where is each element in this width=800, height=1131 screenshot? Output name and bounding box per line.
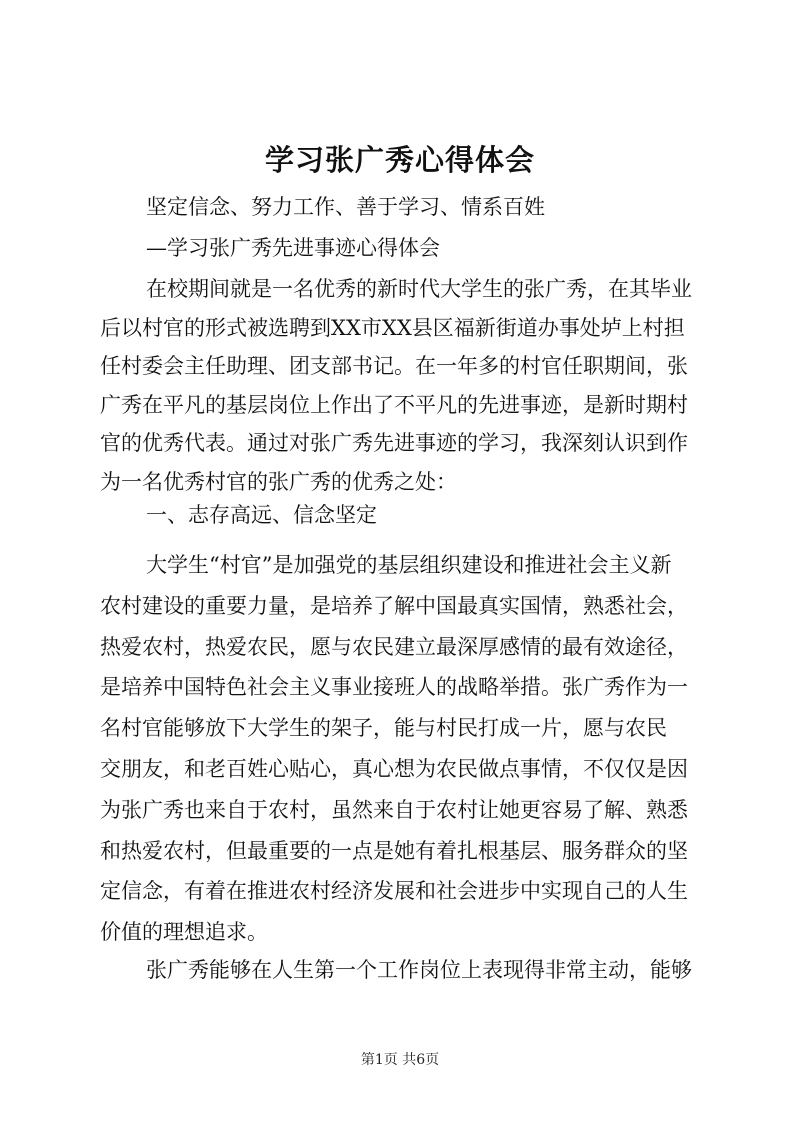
- paragraph-2-line: 和热爱农村，但最重要的一点是她有着扎根基层、服务群众的坚: [100, 838, 688, 863]
- subtitle-line-2: —学习张广秀先进事迹心得体会: [146, 236, 440, 260]
- document-title: 学习张广秀心得体会: [264, 143, 535, 177]
- paragraph-3-first-line: 张广秀能够在人生第一个工作岗位上表现得非常主动，能够: [146, 958, 692, 982]
- paragraph-2-line: 是培养中国特色社会主义事业接班人的战略举措。张广秀作为一: [100, 675, 688, 700]
- paragraph-1-line: 广秀在平凡的基层岗位上作出了不平凡的先进事迹，是新时期村: [100, 392, 688, 417]
- paragraph-2-line: 定信念，有着在推进农村经济发展和社会进步中实现自己的人生: [100, 879, 688, 904]
- paragraph-1: [100, 270, 710, 501]
- paragraph-2-line: 为张广秀也来自于农村，虽然来自于农村让她更容易了解、熟悉: [100, 797, 688, 822]
- paragraph-2-line: 价值的理想追求。: [100, 920, 268, 945]
- paragraph-2-line: 热爱农村，热爱农民，愿与农民建立最深厚感情的最有效途径，: [100, 634, 688, 659]
- paragraph-1-line: 后以村官的形式被选聘到XX市XX县区福新街道办事处垆上村担: [100, 315, 685, 340]
- paragraph-2-line: 名村官能够放下大学生的架子，能与村民打成一片，愿与农民: [100, 716, 667, 741]
- paragraph-1-line: 在校期间就是一名优秀的新时代大学生的张广秀，在其毕业: [146, 277, 692, 301]
- section-heading-1: 一、志存高远、信念坚定: [146, 503, 377, 527]
- paragraph-1-line: 官的优秀代表。通过对张广秀先进事迹的学习，我深刻认识到作: [100, 431, 688, 455]
- paragraph-1-line: 为一名优秀村官的张广秀的优秀之处：: [100, 469, 457, 494]
- paragraph-2: [100, 545, 710, 953]
- page-footer: 第1页 共6页: [360, 1052, 440, 1068]
- paragraph-2-line: 交朋友，和老百姓心贴心，真心想为农民做点事情，不仅仅是因: [100, 756, 688, 781]
- paragraph-1-line: 任村委会主任助理、团支部书记。在一年多的村官任职期间，张: [100, 354, 688, 378]
- paragraph-2-line: 农村建设的重要力量，是培养了解中国最真实国情，熟悉社会，: [100, 593, 688, 618]
- subtitle-line-1: 坚定信念、努力工作、善于学习、情系百姓: [146, 195, 545, 219]
- paragraph-2-line: 大学生“村官”是加强党的基层组织建设和推进社会主义新: [146, 553, 672, 577]
